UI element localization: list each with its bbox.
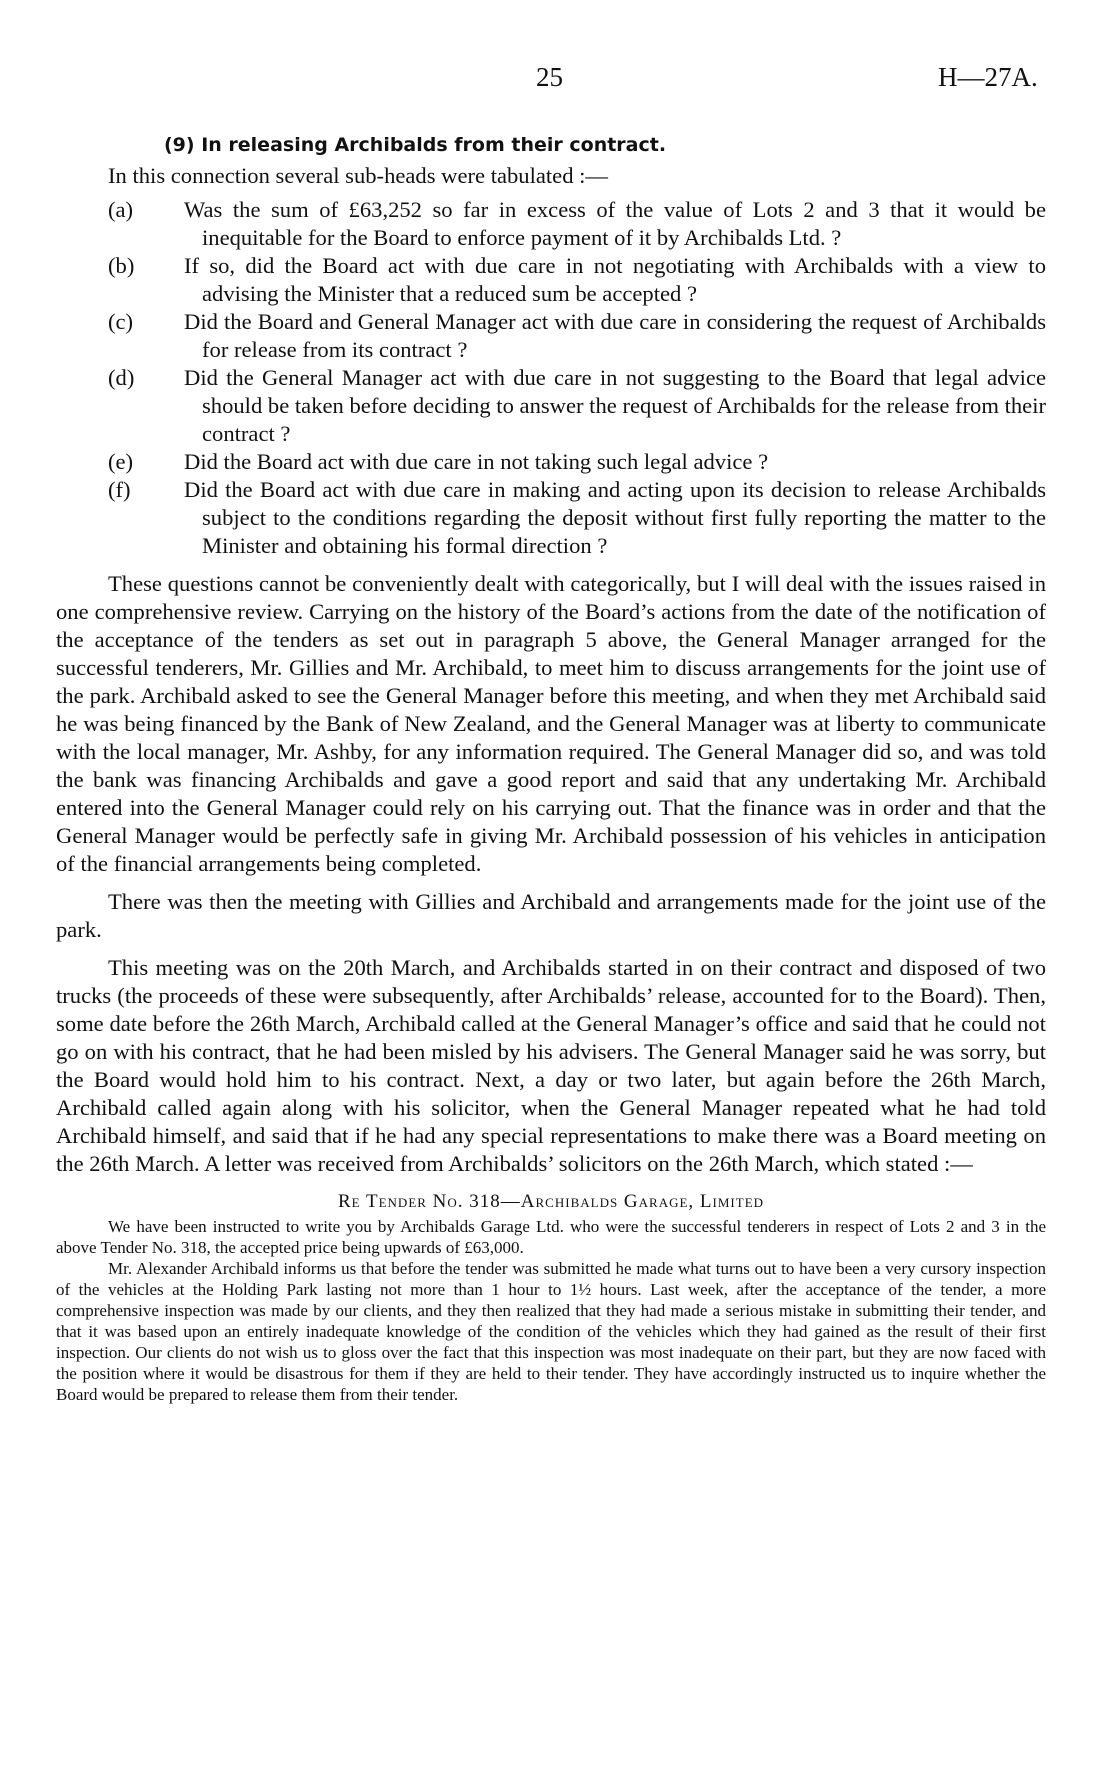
sub-heads-list [56, 196, 1046, 560]
section-intro: In this connection several sub-heads were tabulated :— [108, 163, 609, 188]
list-item [56, 252, 1046, 308]
body-paragraph: This meeting was on the 20th March, and Archibalds started in on their contract and disposed of two trucks (the proceeds of these were subsequently, after Archibalds’ release, accounted for to the Board). Then, some date before the 26th March, Archibald called at the General Manager’s office and said that he could not go on with his contract, that he had been misled by his advisers. The General Manager said he was sorry, but the Board would hold him to his contract. Next, a day or two later, but again before the 26th March, Archibald called again along with his solicitor, when the General Manager repeated what he had told Archibald himself, and said that if he had any special representations to make there was a Board meeting on the 26th March. A letter was received from Archibalds’ solicitors on the 26th March, which stated :— [56, 955, 1046, 1176]
list-item [56, 364, 1046, 448]
list-item-marker: (e) [108, 449, 134, 474]
list-item-marker: (c) [108, 309, 134, 334]
list-item-text: If so, did the Board act with due care in not negotiating with Archibalds with a view to advising the Minister that a reduced sum be accepted ? [184, 253, 1046, 306]
body-paragraph: There was then the meeting with Gillies and Archibald and arrangements made for the joint use of the park. [56, 889, 1046, 942]
list-item-text: Did the Board and General Manager act with due care in considering the request of Archibalds for release from its contract ? [184, 309, 1046, 362]
letter-paragraph: We have been instructed to write you by Archibalds Garage Ltd. who were the successful tenderers in respect of Lots 2 and 3 in the above Tender No. 318, the accepted price being upwards of £63,000. [56, 1217, 1046, 1257]
list-item [56, 196, 1046, 252]
list-item-text: Did the Board act with due care in not taking such legal advice ? [184, 449, 769, 474]
list-item [56, 476, 1046, 560]
list-item-marker: (a) [108, 197, 134, 222]
page-header [0, 62, 1114, 102]
list-item-text: Was the sum of £63,252 so far in excess of the value of Lots 2 and 3 that it would be inequitable for the Board to enforce payment of it by Archibalds Ltd. ? [184, 197, 1046, 250]
document-code: H—27A. [938, 62, 1038, 92]
list-item-marker: (f) [108, 477, 131, 502]
list-item-marker: (b) [108, 253, 135, 278]
list-item-text: Did the Board act with due care in making and acting upon its decision to release Archibalds subject to the conditions regarding the deposit without first fully reporting the matter to the Minister and obtaining his formal direction ? [184, 477, 1046, 558]
list-item-marker: (d) [108, 365, 135, 390]
letter-heading: Re Tender No. 318—Archibalds Garage, Limited [337, 1191, 765, 1212]
page-content [56, 130, 1046, 1405]
list-item [56, 448, 1046, 476]
letter-paragraph: Mr. Alexander Archibald informs us that before the tender was submitted he made what turns out to have been a very cursory inspection of the vehicles at the Holding Park lasting not more than 1 hour to 1½ hours. Last week, after the acceptance of the tender, a more comprehensive inspection was made by our clients, and they then realized that they had made a serious mistake in submitting their tender, and that it was based upon an entirely inadequate knowledge of the condition of the vehicles which they had gained as the result of their first inspection. Our clients do not wish us to gloss over the fact that this inspection was most inadequate on their part, but they are now faced with the position where it would be disastrous for them if they are held to their tender. They have accordingly instructed us to inquire whether the Board would be prepared to release them from their tender. [56, 1259, 1046, 1404]
page-number: 25 [536, 62, 563, 92]
list-item-text: Did the General Manager act with due care in not suggesting to the Board that legal advice should be taken before deciding to answer the request of Archibalds for the release from their contract ? [184, 365, 1046, 446]
list-item [56, 308, 1046, 364]
body-paragraph: These questions cannot be conveniently dealt with categorically, but I will deal with the issues raised in one comprehensive review. Carrying on the history of the Board’s actions from the date of the notification of the acceptance of the tenders as set out in paragraph 5 above, the General Manager arranged for the successful tenderers, Mr. Gillies and Mr. Archibald, to meet him to discuss arrangements for the joint use of the park. Archibald asked to see the General Manager before this meeting, and when they met Archibald said he was being financed by the Bank of New Zealand, and the General Manager was at liberty to communicate with the local manager, Mr. Ashby, for any information required. The General Manager did so, and was told the bank was financing Archibalds and gave a good report and said that any undertaking Mr. Archibald entered into the General Manager could rely on his carrying out. That the finance was in order and that the General Manager would be perfectly safe in giving Mr. Archibald possession of his vehicles in anticipation of the financial arrangements being completed. [56, 571, 1046, 876]
section-heading: (9) In releasing Archibalds from their contract. [164, 134, 667, 156]
